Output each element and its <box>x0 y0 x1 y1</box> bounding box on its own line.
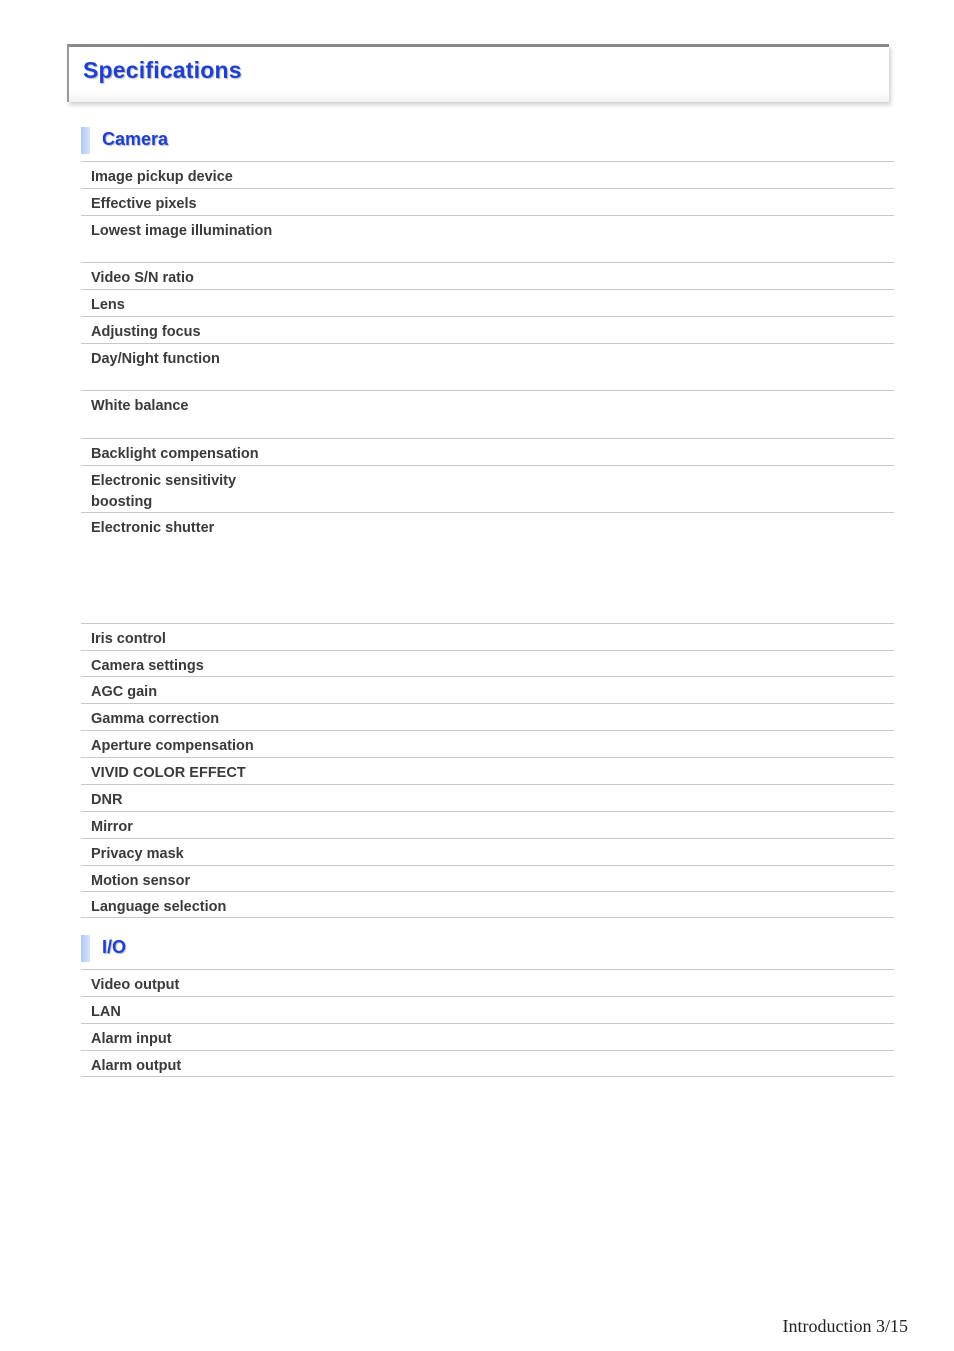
spec-label: Aperture compensation <box>91 738 254 754</box>
table-row <box>81 512 894 623</box>
spec-label: DNR <box>91 792 123 808</box>
spec-label: Mirror <box>91 819 133 835</box>
section-title-camera: Camera <box>102 129 169 149</box>
page-title: Specifications <box>83 57 242 83</box>
spec-label: VIVID COLOR EFFECT <box>91 765 246 781</box>
table-row <box>81 703 894 730</box>
section-marker <box>81 935 90 962</box>
table-row <box>81 650 894 676</box>
section-header-io <box>81 935 381 963</box>
spec-label: Camera settings <box>91 658 204 674</box>
spec-label: Image pickup device <box>91 169 233 185</box>
table-row <box>81 838 894 865</box>
spec-label: Lens <box>91 297 125 313</box>
table-row <box>81 891 894 918</box>
table-row <box>81 865 894 891</box>
table-row <box>81 784 894 811</box>
spec-label: Electronic sensitivity boosting <box>91 473 237 510</box>
section-marker <box>81 127 90 154</box>
spec-label: Language selection <box>91 899 227 915</box>
spec-label: Motion sensor <box>91 873 191 889</box>
spec-label: Adjusting focus <box>91 324 201 340</box>
title-banner <box>67 44 889 102</box>
spec-label: Lowest image illumination <box>91 223 273 239</box>
table-row <box>81 390 894 438</box>
table-row <box>81 343 894 390</box>
table-row <box>81 730 894 757</box>
table-row <box>81 757 894 784</box>
spec-label: Alarm output <box>91 1058 182 1074</box>
spec-label: Privacy mask <box>91 846 184 862</box>
spec-label: Gamma correction <box>91 711 220 727</box>
section-header-camera <box>81 127 381 155</box>
table-row <box>81 1050 894 1077</box>
spec-label: Video output <box>91 977 180 993</box>
table-row <box>81 215 894 262</box>
spec-label: Video S/N ratio <box>91 270 194 286</box>
table-row <box>81 262 894 289</box>
spec-label: Electronic shutter <box>91 520 215 536</box>
spec-label: Day/Night function <box>91 351 220 367</box>
table-row <box>81 188 894 215</box>
table-row <box>81 161 894 188</box>
table-row <box>81 969 894 996</box>
table-row <box>81 811 894 838</box>
io-spec-table <box>81 969 894 1077</box>
section-title-io: I/O <box>102 937 127 957</box>
spec-label: Effective pixels <box>91 196 197 212</box>
spec-label: LAN <box>91 1004 121 1020</box>
table-row <box>81 676 894 703</box>
spec-label: AGC gain <box>91 684 158 700</box>
spec-label: Iris control <box>91 631 166 647</box>
page-footer: Introduction 3/15 <box>782 1316 908 1336</box>
camera-spec-table <box>81 161 894 918</box>
table-row <box>81 465 894 512</box>
table-row <box>81 623 894 650</box>
spec-label: Alarm input <box>91 1031 172 1047</box>
spec-label: Backlight compensation <box>91 446 259 462</box>
table-row <box>81 289 894 316</box>
table-row <box>81 438 894 465</box>
spec-label: White balance <box>91 398 189 414</box>
table-row <box>81 996 894 1023</box>
table-row <box>81 316 894 343</box>
table-row <box>81 1023 894 1050</box>
